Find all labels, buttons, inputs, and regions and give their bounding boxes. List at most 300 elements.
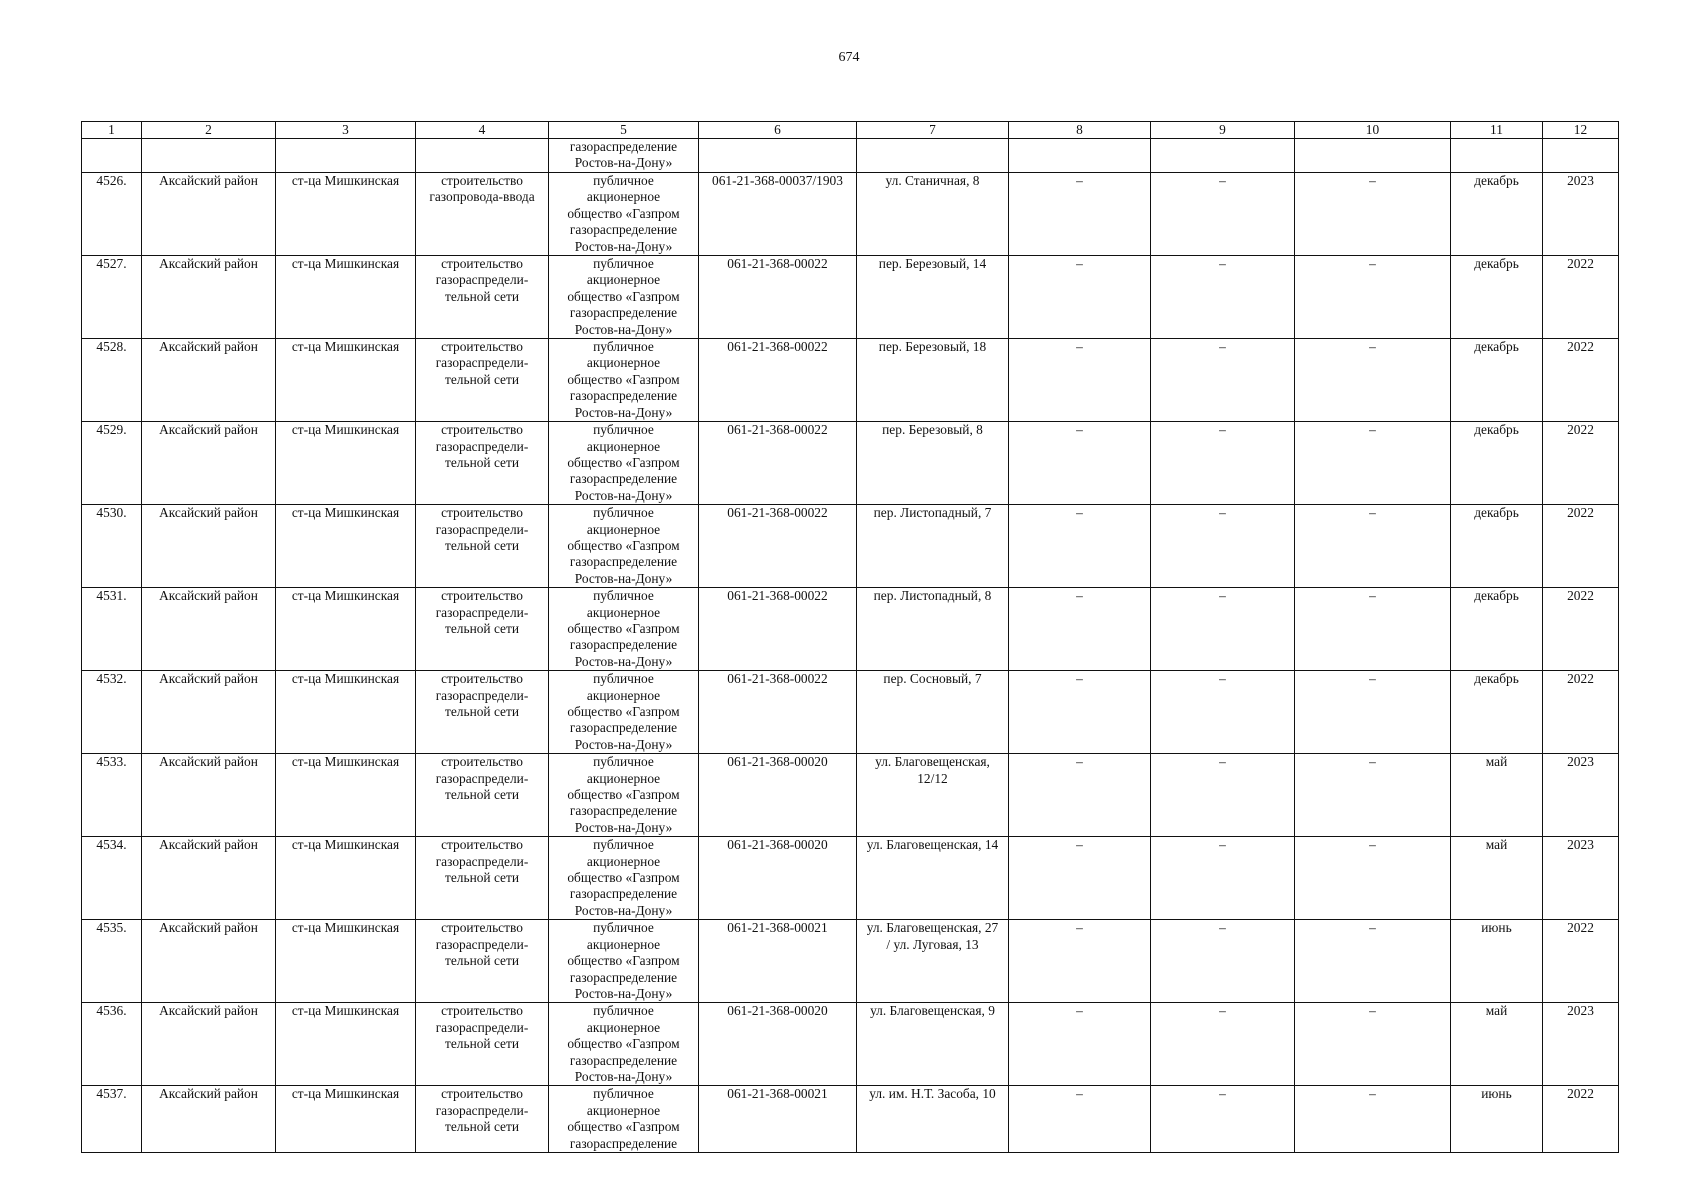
cell-work — [416, 139, 549, 173]
cell-settlement: ст-ца Мишкинская — [276, 256, 416, 339]
cell-line: тельной сети — [444, 537, 520, 553]
cell-owner — [549, 173, 699, 256]
cell-line: газопровода-ввода — [429, 189, 535, 205]
cell-settlement: ст-ца Мишкинская — [276, 671, 416, 754]
cell-address — [857, 671, 1009, 754]
cell-col8 — [1009, 837, 1151, 920]
cell-line: газораспределение — [569, 1135, 678, 1151]
table-row — [82, 1003, 1619, 1086]
cell-col9 — [1151, 671, 1295, 754]
cell-line: Ростов-на-Дону» — [574, 819, 673, 835]
dash: – — [1369, 173, 1376, 188]
cell-address — [857, 339, 1009, 422]
cell-line: общество «Газпром — [567, 371, 680, 387]
cell-line: строительство — [441, 256, 523, 272]
dash: – — [1369, 588, 1376, 604]
cell-col10 — [1295, 837, 1451, 920]
cell-line: общество «Газпром — [567, 537, 680, 553]
cell-line: пер. Листопадный, 7 — [873, 505, 992, 521]
cell-line: строительство — [441, 422, 523, 438]
cell-line: акционерное — [586, 272, 661, 288]
cell-line: публичное — [593, 837, 654, 853]
cell-code: 061-21-368-00037/1903 — [699, 173, 857, 256]
cell-line: газораспредели- — [435, 1102, 529, 1118]
cell-line: публичное — [593, 505, 654, 521]
cell-col8 — [1009, 1086, 1151, 1153]
cell-num: 4532. — [82, 671, 142, 754]
cell-col9 — [1151, 256, 1295, 339]
cell-col9 — [1151, 139, 1295, 173]
cell-settlement: ст-ца Мишкинская — [276, 173, 416, 256]
cell-line: газораспределение — [569, 305, 678, 321]
cell-address — [857, 256, 1009, 339]
cell-line: акционерное — [586, 355, 661, 371]
cell-num: 4535. — [82, 920, 142, 1003]
cell-line: акционерное — [586, 936, 661, 952]
cell-work — [416, 588, 549, 671]
cell-col10 — [1295, 1003, 1451, 1086]
cell-col8 — [1009, 256, 1151, 339]
cell-owner — [549, 422, 699, 505]
table-row — [82, 505, 1619, 588]
cell-line: тельной сети — [444, 787, 520, 803]
cell-col10 — [1295, 754, 1451, 837]
cell-settlement: ст-ца Мишкинская — [276, 505, 416, 588]
dash: – — [1219, 422, 1226, 438]
cell-settlement: ст-ца Мишкинская — [276, 920, 416, 1003]
cell-line: общество «Газпром — [567, 953, 680, 969]
header-row — [82, 122, 1619, 139]
cell-line: Ростов-на-Дону» — [574, 1068, 673, 1084]
cell-owner — [549, 671, 699, 754]
cell-line: акционерное — [586, 189, 661, 205]
cell-settlement: ст-ца Мишкинская — [276, 837, 416, 920]
dash: – — [1076, 173, 1083, 188]
cell-line: тельной сети — [444, 620, 520, 636]
cell-line: газораспределение — [569, 471, 678, 487]
cell-month: май — [1451, 837, 1543, 920]
column-header-1: 1 — [82, 122, 142, 139]
cell-owner — [549, 837, 699, 920]
cell-col8 — [1009, 588, 1151, 671]
cell-col10 — [1295, 1086, 1451, 1153]
cell-num: 4533. — [82, 754, 142, 837]
cell-line: газораспределение — [569, 139, 678, 154]
cell-year: 2022 — [1543, 339, 1619, 422]
cell-line: общество «Газпром — [567, 870, 680, 886]
dash: – — [1219, 505, 1226, 521]
cell-month: декабрь — [1451, 588, 1543, 671]
cell-line: газораспредели- — [435, 770, 529, 786]
cell-month: май — [1451, 1003, 1543, 1086]
cell-settlement: ст-ца Мишкинская — [276, 1003, 416, 1086]
cell-address — [857, 588, 1009, 671]
dash: – — [1076, 754, 1083, 770]
cell-month: декабрь — [1451, 256, 1543, 339]
cell-address — [857, 920, 1009, 1003]
cell-owner — [549, 256, 699, 339]
cell-line: публичное — [593, 920, 654, 936]
cell-address — [857, 837, 1009, 920]
cell-col10 — [1295, 339, 1451, 422]
cell-num: 4531. — [82, 588, 142, 671]
cell-col10 — [1295, 920, 1451, 1003]
cell-month: декабрь — [1451, 339, 1543, 422]
cell-line: тельной сети — [444, 870, 520, 886]
dash: – — [1369, 256, 1376, 272]
cell-line: пер. Березовый, 14 — [878, 256, 987, 272]
dash: – — [1219, 588, 1226, 604]
cell-district: Аксайский район — [142, 1003, 276, 1086]
cell-year: 2022 — [1543, 505, 1619, 588]
cell-line: строительство — [441, 754, 523, 770]
cell-owner — [549, 1003, 699, 1086]
cell-line: строительство — [441, 920, 523, 936]
cell-col9 — [1151, 422, 1295, 505]
cell-line: ул. Благовещенская, 27 — [866, 920, 999, 936]
cell-line: строительство — [441, 1003, 523, 1019]
cell-line: общество «Газпром — [567, 704, 680, 719]
cell-line: строительство — [441, 671, 523, 687]
dash: – — [1369, 671, 1376, 687]
cell-num: 4536. — [82, 1003, 142, 1086]
cell-col9 — [1151, 920, 1295, 1003]
registry-table — [81, 121, 1619, 1153]
cell-address — [857, 139, 1009, 173]
cell-line: строительство — [441, 588, 523, 604]
cell-year: 2022 — [1543, 256, 1619, 339]
cell-col8 — [1009, 339, 1151, 422]
column-header-2: 2 — [142, 122, 276, 139]
cell-line: Ростов-на-Дону» — [574, 238, 673, 254]
cell-line: ул. Станичная, 8 — [885, 173, 980, 188]
dash: – — [1219, 339, 1226, 355]
cell-code: 061-21-368-00022 — [699, 256, 857, 339]
cell-col10 — [1295, 588, 1451, 671]
cell-line: строительство — [441, 1086, 523, 1102]
cell-line: общество «Газпром — [567, 205, 680, 221]
cell-code: 061-21-368-00022 — [699, 671, 857, 754]
cell-col9 — [1151, 754, 1295, 837]
dash: – — [1076, 837, 1083, 853]
cell-line: пер. Березовый, 18 — [878, 339, 987, 355]
table-row — [82, 837, 1619, 920]
cell-num: 4528. — [82, 339, 142, 422]
cell-line: тельной сети — [444, 1036, 520, 1052]
cell-col9 — [1151, 1003, 1295, 1086]
cell-line: пер. Сосновый, 7 — [883, 671, 982, 687]
cell-line: публичное — [593, 754, 654, 770]
cell-year: 2022 — [1543, 588, 1619, 671]
cell-year: 2022 — [1543, 422, 1619, 505]
cell-code: 061-21-368-00021 — [699, 920, 857, 1003]
cell-line: общество «Газпром — [567, 288, 680, 304]
cell-line: Ростов-на-Дону» — [574, 321, 673, 337]
cell-line: 12/12 — [917, 770, 948, 786]
column-header-12: 12 — [1543, 122, 1619, 139]
cell-work — [416, 920, 549, 1003]
table-row — [82, 754, 1619, 837]
cell-num: 4530. — [82, 505, 142, 588]
cell-month: май — [1451, 754, 1543, 837]
cell-code: 061-21-368-00022 — [699, 339, 857, 422]
cell-line: газораспредели- — [435, 853, 529, 869]
cell-work — [416, 1003, 549, 1086]
cell-code: 061-21-368-00020 — [699, 837, 857, 920]
cell-col10 — [1295, 422, 1451, 505]
cell-month: июнь — [1451, 920, 1543, 1003]
dash: – — [1076, 422, 1083, 438]
cell-line: газораспределение — [569, 969, 678, 985]
cell-col10 — [1295, 671, 1451, 754]
cell-line: газораспредели- — [435, 272, 529, 288]
table-header — [82, 122, 1619, 139]
dash: – — [1219, 671, 1226, 687]
cell-district: Аксайский район — [142, 256, 276, 339]
table-row — [82, 256, 1619, 339]
cell-col10 — [1295, 173, 1451, 256]
cell-settlement: ст-ца Мишкинская — [276, 754, 416, 837]
cell-line: акционерное — [586, 770, 661, 786]
cell-line: строительство — [441, 339, 523, 355]
cell-line: акционерное — [586, 1102, 661, 1118]
cell-col10 — [1295, 256, 1451, 339]
cell-district: Аксайский район — [142, 173, 276, 256]
cell-line: Ростов-на-Дону» — [574, 985, 673, 1001]
cell-line: газораспределение — [569, 720, 678, 736]
cell-line: общество «Газпром — [567, 1119, 680, 1135]
dash: – — [1076, 1086, 1083, 1102]
cell-line: публичное — [593, 671, 654, 687]
cell-month: декабрь — [1451, 173, 1543, 256]
cell-address — [857, 754, 1009, 837]
cell-col8 — [1009, 671, 1151, 754]
dash: – — [1369, 837, 1376, 853]
cell-num: 4534. — [82, 837, 142, 920]
cell-line: акционерное — [586, 1019, 661, 1035]
cell-code: 061-21-368-00022 — [699, 422, 857, 505]
cell-owner — [549, 588, 699, 671]
dash: – — [1076, 920, 1083, 936]
cell-line: Ростов-на-Дону» — [574, 404, 673, 420]
cell-settlement: ст-ца Мишкинская — [276, 1086, 416, 1153]
cell-code — [699, 139, 857, 173]
dash: – — [1076, 1003, 1083, 1019]
cell-address — [857, 505, 1009, 588]
cell-line: акционерное — [586, 687, 661, 703]
column-header-3: 3 — [276, 122, 416, 139]
cell-work — [416, 671, 549, 754]
cell-line: пер. Листопадный, 8 — [873, 588, 992, 604]
cell-col9 — [1151, 1086, 1295, 1153]
cell-address — [857, 1003, 1009, 1086]
cell-col8 — [1009, 173, 1151, 256]
cell-col8 — [1009, 754, 1151, 837]
cell-num: 4526. — [82, 173, 142, 256]
cell-line: общество «Газпром — [567, 1036, 680, 1052]
cell-district: Аксайский район — [142, 339, 276, 422]
cell-settlement: ст-ца Мишкинская — [276, 588, 416, 671]
cell-code: 061-21-368-00020 — [699, 1003, 857, 1086]
cell-owner — [549, 920, 699, 1003]
cell-owner — [549, 754, 699, 837]
cell-line: общество «Газпром — [567, 620, 680, 636]
cell-col9 — [1151, 837, 1295, 920]
column-header-4: 4 — [416, 122, 549, 139]
cell-line: газораспредели- — [435, 521, 529, 537]
cell-work — [416, 1086, 549, 1153]
cell-line: акционерное — [586, 853, 661, 869]
cell-district: Аксайский район — [142, 422, 276, 505]
dash: – — [1076, 671, 1083, 687]
cell-col10 — [1295, 505, 1451, 588]
cell-code: 061-21-368-00020 — [699, 754, 857, 837]
cell-line: / ул. Луговая, 13 — [886, 936, 979, 952]
cell-line: газораспределение — [569, 637, 678, 653]
cell-line: тельной сети — [444, 704, 520, 719]
cell-line: газораспределение — [569, 388, 678, 404]
cell-num — [82, 139, 142, 173]
cell-line: Ростов-на-Дону» — [574, 570, 673, 586]
cell-line: газораспредели- — [435, 355, 529, 371]
cell-address — [857, 1086, 1009, 1153]
table-row — [82, 173, 1619, 256]
table-row — [82, 339, 1619, 422]
dash: – — [1076, 256, 1083, 272]
cell-line: газораспределение — [569, 554, 678, 570]
cell-num: 4529. — [82, 422, 142, 505]
cell-owner — [549, 505, 699, 588]
dash: – — [1369, 754, 1376, 770]
page-number: 674 — [838, 50, 860, 65]
cell-line: ул. Благовещенская, 9 — [870, 1003, 995, 1019]
cell-col9 — [1151, 173, 1295, 256]
cell-line: тельной сети — [444, 953, 520, 969]
dash: – — [1076, 505, 1083, 521]
cell-year: 2022 — [1543, 920, 1619, 1003]
cell-month: июнь — [1451, 1086, 1543, 1153]
cell-line: Ростов-на-Дону» — [574, 902, 673, 918]
column-header-10: 10 — [1295, 122, 1451, 139]
cell-line: публичное — [593, 339, 654, 355]
cell-line: тельной сети — [444, 371, 520, 387]
cell-line: публичное — [593, 256, 654, 272]
cell-line: акционерное — [586, 604, 661, 620]
cell-address — [857, 173, 1009, 256]
cell-line: Ростов-на-Дону» — [574, 155, 673, 171]
cell-settlement: ст-ца Мишкинская — [276, 339, 416, 422]
dash: – — [1219, 754, 1226, 770]
table-row — [82, 588, 1619, 671]
dash: – — [1219, 1086, 1226, 1102]
dash: – — [1369, 1086, 1376, 1102]
cell-num: 4537. — [82, 1086, 142, 1153]
cell-line: публичное — [593, 422, 654, 438]
cell-work — [416, 837, 549, 920]
column-header-8: 8 — [1009, 122, 1151, 139]
cell-work — [416, 256, 549, 339]
cell-num: 4527. — [82, 256, 142, 339]
cell-line: акционерное — [586, 438, 661, 454]
cell-code: 061-21-368-00022 — [699, 588, 857, 671]
cell-settlement: ст-ца Мишкинская — [276, 422, 416, 505]
cell-month: декабрь — [1451, 422, 1543, 505]
cell-line: тельной сети — [444, 454, 520, 470]
cell-col8 — [1009, 139, 1151, 173]
cell-col8 — [1009, 1003, 1151, 1086]
cell-line: строительство — [441, 173, 523, 188]
table-row — [82, 920, 1619, 1003]
cell-line: общество «Газпром — [567, 454, 680, 470]
dash: – — [1219, 837, 1226, 853]
cell-line: газораспредели- — [435, 604, 529, 620]
cell-line: газораспределение — [569, 803, 678, 819]
cell-district — [142, 139, 276, 173]
column-header-9: 9 — [1151, 122, 1295, 139]
dash: – — [1219, 920, 1226, 936]
cell-owner — [549, 139, 699, 173]
cell-year — [1543, 139, 1619, 173]
cell-district: Аксайский район — [142, 1086, 276, 1153]
cell-month: декабрь — [1451, 505, 1543, 588]
cell-settlement — [276, 139, 416, 173]
cell-year: 2022 — [1543, 1086, 1619, 1153]
cell-work — [416, 422, 549, 505]
cell-line: газораспределение — [569, 222, 678, 238]
cell-year: 2023 — [1543, 837, 1619, 920]
cell-month — [1451, 139, 1543, 173]
cell-line: общество «Газпром — [567, 787, 680, 803]
cell-col8 — [1009, 422, 1151, 505]
cell-col9 — [1151, 588, 1295, 671]
cell-line: газораспределение — [569, 886, 678, 902]
cell-owner — [549, 1086, 699, 1153]
cell-district: Аксайский район — [142, 671, 276, 754]
cell-line: тельной сети — [444, 288, 520, 304]
cell-line: тельной сети — [444, 1119, 520, 1135]
column-header-5: 5 — [549, 122, 699, 139]
dash: – — [1219, 173, 1226, 188]
cell-owner — [549, 339, 699, 422]
cell-line: публичное — [593, 173, 654, 188]
cell-line: строительство — [441, 837, 523, 853]
dash: – — [1369, 339, 1376, 355]
dash: – — [1369, 1003, 1376, 1019]
dash: – — [1369, 920, 1376, 936]
column-header-6: 6 — [699, 122, 857, 139]
cell-work — [416, 339, 549, 422]
cell-col9 — [1151, 339, 1295, 422]
column-header-11: 11 — [1451, 122, 1543, 139]
cell-line: публичное — [593, 1086, 654, 1102]
cell-year: 2023 — [1543, 754, 1619, 837]
cell-month: декабрь — [1451, 671, 1543, 754]
cell-line: газораспредели- — [435, 687, 529, 703]
table-body — [82, 139, 1619, 1153]
cell-col8 — [1009, 505, 1151, 588]
dash: – — [1369, 505, 1376, 521]
cell-line: Ростов-на-Дону» — [574, 736, 673, 752]
cell-work — [416, 754, 549, 837]
cell-code: 061-21-368-00021 — [699, 1086, 857, 1153]
cell-line: Ростов-на-Дону» — [574, 653, 673, 669]
cell-work — [416, 173, 549, 256]
cell-line: строительство — [441, 505, 523, 521]
cell-year: 2023 — [1543, 173, 1619, 256]
dash: – — [1076, 588, 1083, 604]
cell-col10 — [1295, 139, 1451, 173]
table-row — [82, 1086, 1619, 1153]
